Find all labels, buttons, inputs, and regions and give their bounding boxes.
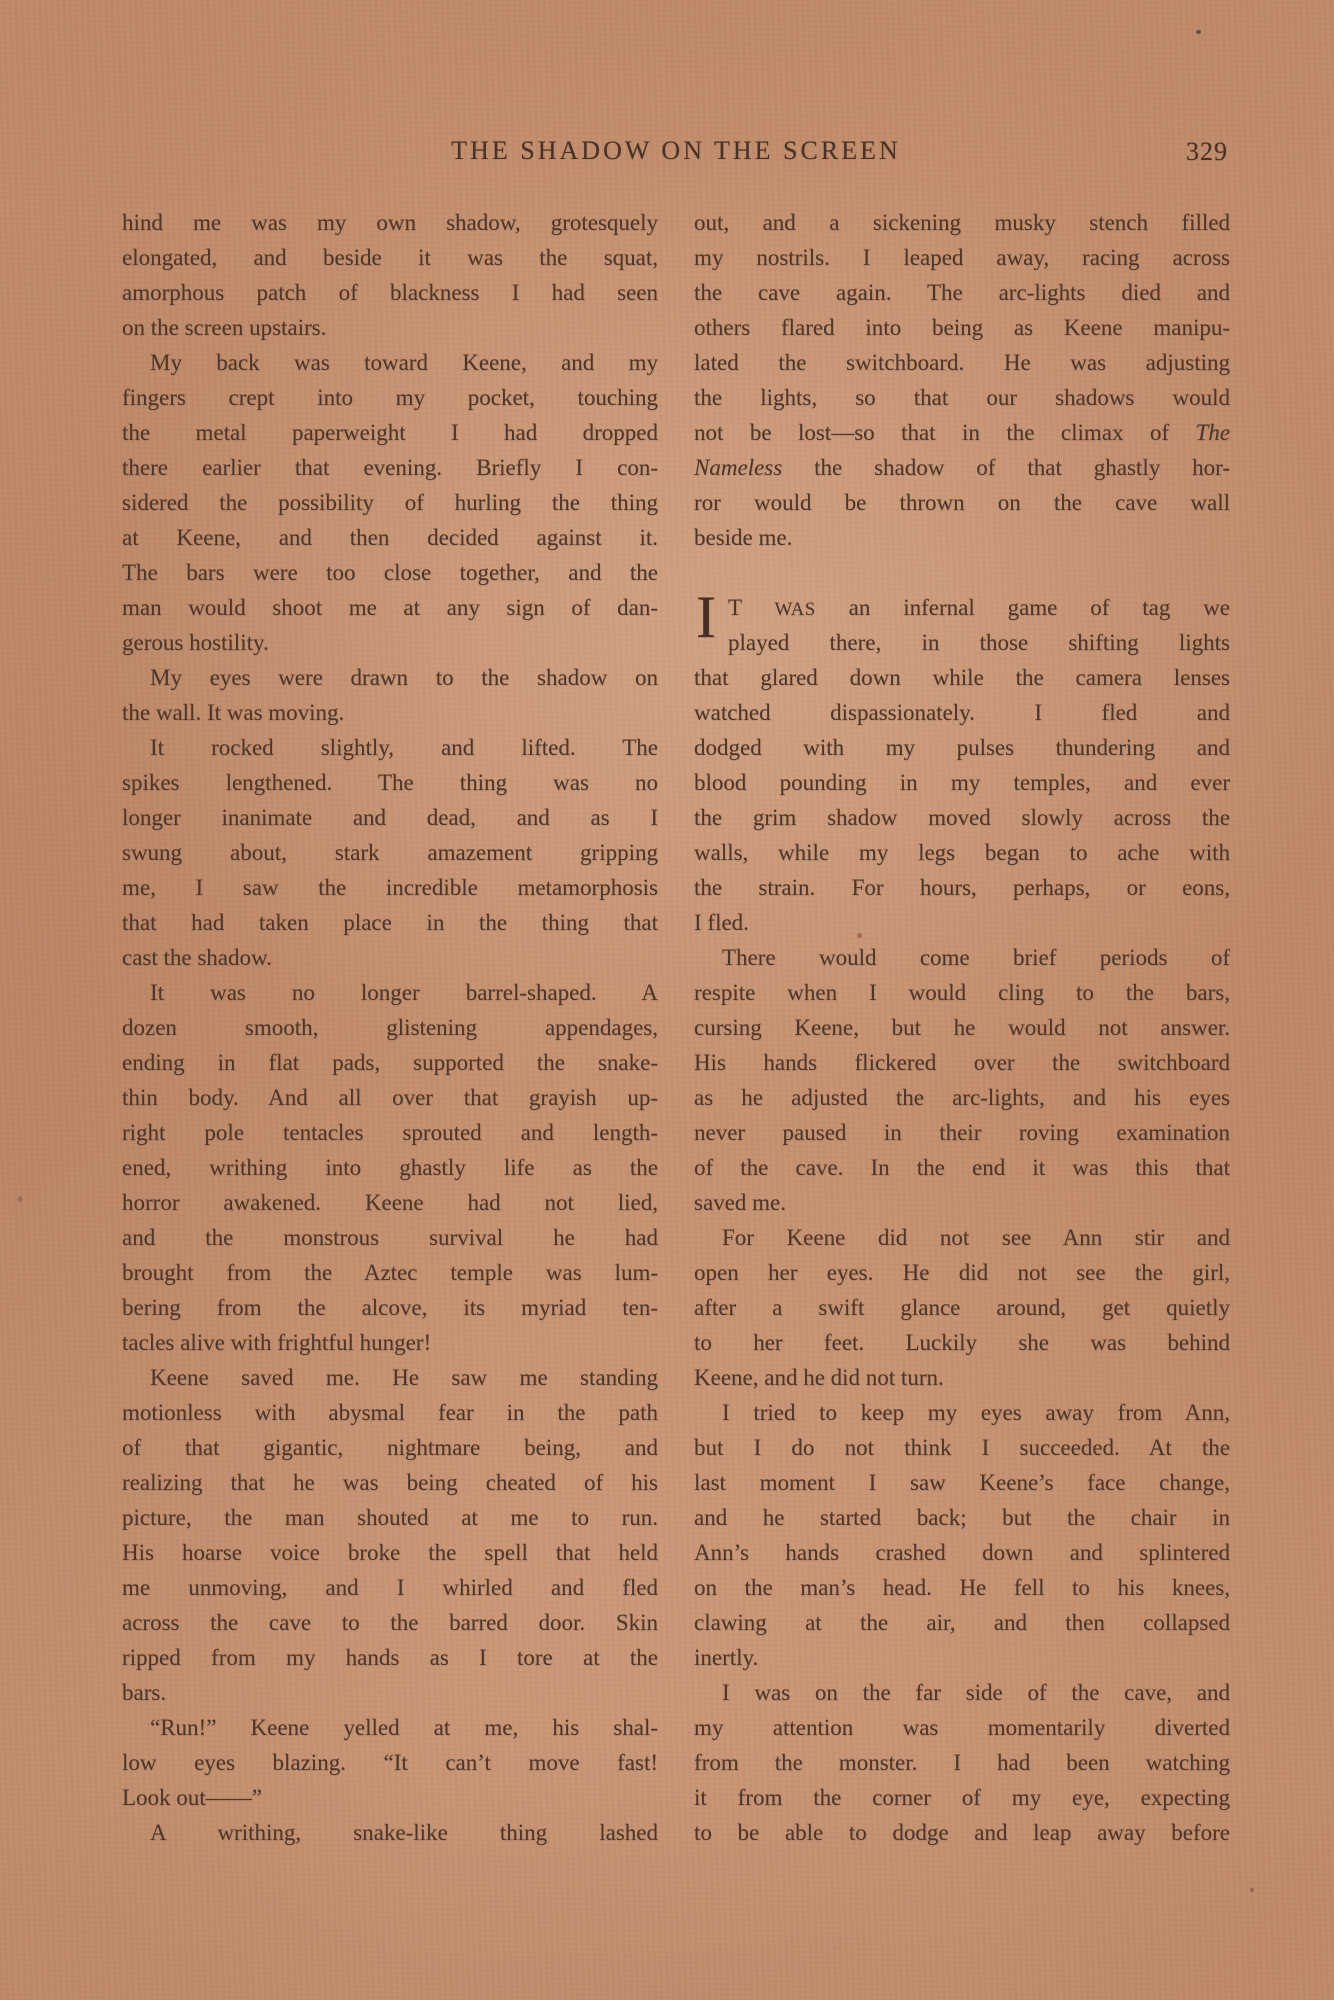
text-line xyxy=(694,590,1230,625)
text-line: elongated, and beside it was the squat, xyxy=(122,245,658,270)
text-line: last moment I saw Keene’s face change, xyxy=(694,1470,1230,1495)
running-title: THE SHADOW ON THE SCREEN xyxy=(451,136,901,165)
text-line: but I do not think I succeeded. At the xyxy=(694,1435,1230,1460)
text-line: at Keene, and then decided against it. xyxy=(122,525,658,550)
text-line: the strain. For hours, perhaps, or eons, xyxy=(694,875,1230,900)
text-line: bars. xyxy=(122,1680,167,1705)
text-line: It rocked slightly, and lifted. The xyxy=(150,735,658,760)
text-line: It was no longer barrel-shaped. A xyxy=(150,980,658,1005)
paragraph xyxy=(694,584,1230,940)
text-line: spikes lengthened. The thing was no xyxy=(122,770,658,795)
smallcaps-text: WAS xyxy=(774,599,816,620)
text-line: realizing that he was being cheated of his xyxy=(122,1470,658,1495)
text-line: Look out——” xyxy=(122,1785,262,1810)
text-line: right pole tentacles sprouted and length- xyxy=(122,1120,658,1145)
text-line: and the monstrous survival he had xyxy=(122,1225,658,1250)
text-line: the grim shadow moved slowly across the xyxy=(694,805,1230,830)
paper-speck xyxy=(18,1196,22,1202)
italic-text: The xyxy=(1195,420,1230,445)
paragraph xyxy=(122,1360,658,1710)
text-segment: T xyxy=(727,595,775,620)
text-line: across the cave to the barred door. Skin xyxy=(122,1610,658,1635)
text-line: swung about, stark amazement gripping xyxy=(122,840,658,865)
text-line: fingers crept into my pocket, touching xyxy=(122,385,658,410)
text-line: walls, while my legs began to ache with xyxy=(694,840,1230,865)
paper-speck xyxy=(1196,30,1201,34)
text-line: ripped from my hands as I tore at the xyxy=(122,1645,658,1670)
paragraph xyxy=(122,730,658,975)
text-line: His hoarse voice broke the spell that held xyxy=(122,1540,658,1565)
text-line: “Run!” Keene yelled at me, his shal- xyxy=(150,1715,658,1740)
text-line: ending in flat pads, supported the snake- xyxy=(122,1050,658,1075)
paragraph xyxy=(122,345,658,660)
text-line: cursing Keene, but he would not answer. xyxy=(694,1015,1230,1040)
text-line: cast the shadow. xyxy=(122,945,272,970)
page-header xyxy=(122,136,1230,170)
text-segment: the shadow of that ghastly hor- xyxy=(782,455,1230,480)
text-line: There would come brief periods of xyxy=(722,945,1230,970)
text-line: tacles alive with frightful hunger! xyxy=(122,1330,432,1355)
text-line: For Keene did not see Ann stir and xyxy=(722,1225,1230,1250)
text-line: the wall. It was moving. xyxy=(122,700,345,725)
text-line: I was on the far side of the cave, and xyxy=(722,1680,1230,1705)
text-line: me unmoving, and I whirled and fled xyxy=(122,1575,658,1600)
text-line: longer inanimate and dead, and as I xyxy=(122,805,658,830)
right-column xyxy=(694,205,1230,1850)
paragraph xyxy=(122,660,658,730)
text-line: the cave again. The arc-lights died and xyxy=(694,280,1230,305)
text-line: my nostrils. I leaped away, racing across xyxy=(694,245,1230,270)
text-line: man would shoot me at any sign of dan- xyxy=(122,595,658,620)
text-line: Keene, and he did not turn. xyxy=(694,1365,944,1390)
paragraph xyxy=(694,1220,1230,1395)
text-line: sidered the possibility of hurling the thing xyxy=(122,490,658,515)
text-line: that glared down while the camera lenses xyxy=(694,665,1230,690)
text-line: low eyes blazing. “It can’t move fast! xyxy=(122,1750,658,1775)
drop-cap: I xyxy=(696,584,716,650)
text-line: I tried to keep my eyes away from Ann, xyxy=(722,1400,1230,1425)
text-line: His hands flickered over the switchboard xyxy=(694,1050,1230,1075)
text-line: clawing at the air, and then collapsed xyxy=(694,1610,1230,1635)
text-line: to her feet. Luckily she was behind xyxy=(694,1330,1230,1355)
text-line: respite when I would cling to the bars, xyxy=(694,980,1230,1005)
paper-speck xyxy=(857,933,862,938)
left-column xyxy=(122,205,658,1850)
text-line: watched dispassionately. I fled and xyxy=(694,700,1230,725)
text-line xyxy=(694,450,1230,485)
text-line: ened, writhing into ghastly life as the xyxy=(122,1155,658,1180)
text-line: brought from the Aztec temple was lum- xyxy=(122,1260,658,1285)
page-number: 329 xyxy=(1186,137,1228,166)
text-line: Ann’s hands crashed down and splintered xyxy=(694,1540,1230,1565)
text-line: My back was toward Keene, and my xyxy=(150,350,658,375)
text-line: lated the switchboard. He was adjusting xyxy=(694,350,1230,375)
text-line: gerous hostility. xyxy=(122,630,269,655)
text-line: others flared into being as Keene manipu- xyxy=(694,315,1230,340)
text-line: me, I saw the incredible metamorphosis xyxy=(122,875,658,900)
text-line: Keene saved me. He saw me standing xyxy=(150,1365,658,1390)
text-line: dozen smooth, glistening appendages, xyxy=(122,1015,658,1040)
text-line: amorphous patch of blackness I had seen xyxy=(122,280,658,305)
text-block xyxy=(122,205,1230,1850)
text-line: it from the corner of my eye, expecting xyxy=(694,1785,1230,1810)
text-line: the lights, so that our shadows would xyxy=(694,385,1230,410)
paragraph xyxy=(122,1815,658,1850)
text-line: from the monster. I had been watching xyxy=(694,1750,1230,1775)
text-line: of the cave. In the end it was this that xyxy=(694,1155,1230,1180)
text-line: bering from the alcove, its myriad ten- xyxy=(122,1295,658,1320)
text-line: dodged with my pulses thundering and xyxy=(694,735,1230,760)
text-line: thin body. And all over that grayish up- xyxy=(122,1085,658,1110)
text-line: my attention was momentarily diverted xyxy=(694,1715,1230,1740)
text-line: that had taken place in the thing that xyxy=(122,910,658,935)
text-segment: not be lost—so that in the climax of xyxy=(694,420,1196,445)
paragraph xyxy=(694,1395,1230,1675)
text-line: on the man’s head. He fell to his knees, xyxy=(694,1575,1230,1600)
text-line: picture, the man shouted at me to run. xyxy=(122,1505,658,1530)
paragraph xyxy=(694,1675,1230,1850)
paragraph xyxy=(122,205,658,345)
text-line: ror would be thrown on the cave wall xyxy=(694,490,1230,515)
text-line: horror awakened. Keene had not lied, xyxy=(122,1190,658,1215)
text-line: and he started back; but the chair in xyxy=(694,1505,1230,1530)
text-line: blood pounding in my temples, and ever xyxy=(694,770,1230,795)
text-line: the metal paperweight I had dropped xyxy=(122,420,658,445)
text-line: of that gigantic, nightmare being, and xyxy=(122,1435,658,1460)
text-line: The bars were too close together, and the xyxy=(122,560,658,585)
text-line xyxy=(694,415,1230,450)
text-line: saved me. xyxy=(694,1190,786,1215)
text-line: A writhing, snake-like thing lashed xyxy=(150,1820,658,1845)
text-line: beside me. xyxy=(694,525,793,550)
text-line: as he adjusted the arc-lights, and his eyes xyxy=(694,1085,1230,1110)
paper-speck xyxy=(1250,1888,1254,1892)
text-line: hind me was my own shadow, grotesquely xyxy=(122,210,658,235)
text-line: motionless with abysmal fear in the path xyxy=(122,1400,658,1425)
text-line: after a swift glance around, get quietly xyxy=(694,1295,1230,1320)
text-line: My eyes were drawn to the shadow on xyxy=(150,665,658,690)
text-line: out, and a sickening musky stench filled xyxy=(694,210,1230,235)
text-line: inertly. xyxy=(694,1645,759,1670)
text-line: to be able to dodge and leap away before xyxy=(694,1820,1230,1845)
text-line: open her eyes. He did not see the girl, xyxy=(694,1260,1230,1285)
text-line: never paused in their roving examination xyxy=(694,1120,1230,1145)
paragraph xyxy=(694,940,1230,1220)
text-line: on the screen upstairs. xyxy=(122,315,327,340)
text-line: there earlier that evening. Briefly I con- xyxy=(122,455,658,480)
text-line: played there, in those shifting lights xyxy=(727,630,1230,655)
paragraph xyxy=(694,205,1230,555)
text-line: I fled. xyxy=(694,910,749,935)
italic-text: Nameless xyxy=(694,455,783,480)
paragraph xyxy=(122,975,658,1360)
paragraph xyxy=(122,1710,658,1815)
text-segment: an infernal game of tag we xyxy=(815,595,1230,620)
